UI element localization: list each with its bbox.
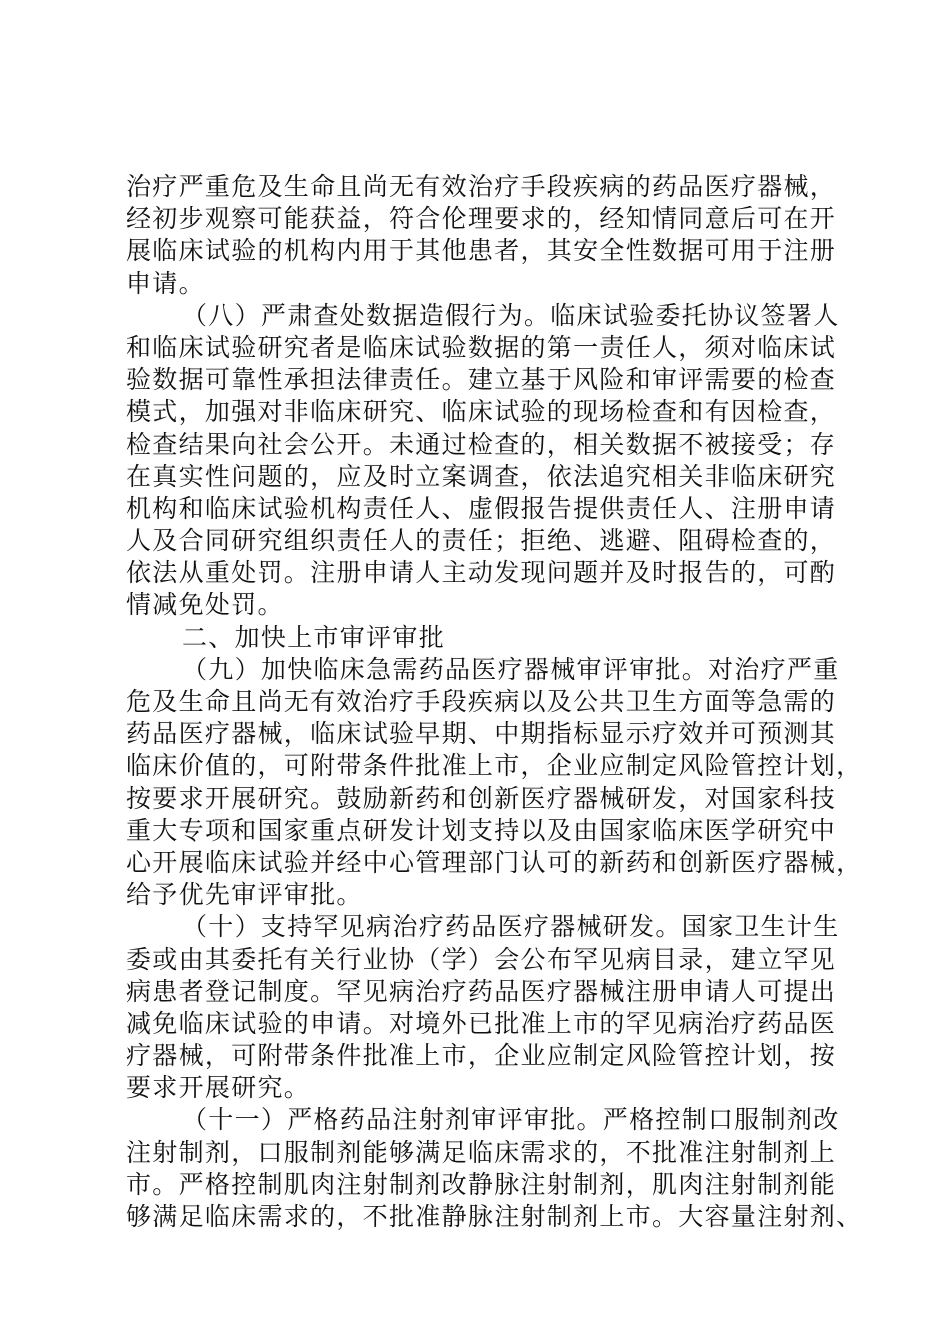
paragraph-10-first-line: （十）支持罕见病治疗药品医疗器械研发。国家卫生计生 [182, 912, 840, 942]
text-line: 治疗严重危及生命且尚无有效治疗手段疾病的药品医疗器械， [126, 172, 837, 201]
text-line: 病患者登记制度。罕见病治疗药品医疗器械注册申请人可提出 [126, 976, 837, 1006]
text-line: 模式，加强对非临床研究、临床试验的现场检查和有因检查， [126, 397, 837, 427]
section-heading: 二、加快上市审评审批 [182, 622, 446, 652]
text-line: 经初步观察可能获益，符合伦理要求的，经知情同意后可在开 [126, 204, 837, 234]
text-line: 展临床试验的机构内用于其他患者，其安全性数据可用于注册 [126, 236, 837, 266]
text-line: 和临床试验研究者是临床试验数据的第一责任人，须对临床试 [126, 332, 837, 362]
text-line: 市。严格控制肌肉注射制剂改静脉注射制剂，肌肉注射制剂能 [126, 1169, 837, 1199]
text-line: 申请。 [126, 268, 205, 298]
text-line: 够满足临床需求的，不批准静脉注射制剂上市。大容量注射剂、 [126, 1202, 863, 1231]
text-line: 临床价值的，可附带条件批准上市，企业应制定风险管控计划， [126, 751, 863, 781]
text-line: 注射制剂，口服制剂能够满足临床需求的，不批准注射制剂上 [126, 1137, 837, 1167]
text-line: 检查结果向社会公开。未通过检查的，相关数据不被接受；存 [126, 429, 837, 459]
text-line: 给予优先审评审批。 [126, 880, 363, 910]
text-line: 验数据可靠性承担法律责任。建立基于风险和审评需要的检查 [126, 365, 837, 395]
text-line: 危及生命且尚无有效治疗手段疾病以及公共卫生方面等急需的 [126, 687, 837, 716]
text-line: 机构和临床试验机构责任人、虚假报告提供责任人、注册申请 [126, 493, 837, 523]
text-line: 减免临床试验的申请。对境外已批准上市的罕见病治疗药品医 [126, 1008, 837, 1038]
text-line: 心开展临床试验并经中心管理部门认可的新药和创新医疗器械， [126, 847, 863, 877]
text-line: 委或由其委托有关行业协（学）会公布罕见病目录，建立罕见 [126, 944, 837, 974]
text-line: 人及合同研究组织责任人的责任；拒绝、逃避、阻碍检查的， [126, 526, 837, 556]
paragraph-8-first-line: （八）严肃查处数据造假行为。临床试验委托协议签署人 [182, 300, 840, 330]
text-line: 在真实性问题的，应及时立案调查，依法追究相关非临床研究 [126, 461, 837, 491]
text-line: 要求开展研究。 [126, 1073, 311, 1103]
text-line: 疗器械，可附带条件批准上市，企业应制定风险管控计划，按 [126, 1041, 837, 1071]
text-line: 药品医疗器械，临床试验早期、中期指标显示疗效并可预测其 [126, 719, 837, 749]
text-line: 依法从重处罚。注册申请人主动发现问题并及时报告的，可酌 [126, 558, 837, 588]
text-line: 情减免处罚。 [126, 590, 284, 620]
paragraph-11-first-line: （十一）严格药品注射剂审评审批。严格控制口服制剂改 [182, 1105, 840, 1135]
text-line: 按要求开展研究。鼓励新药和创新医疗器械研发，对国家科技 [126, 783, 837, 813]
text-line: 重大专项和国家重点研发计划支持以及由国家临床医学研究中 [126, 815, 837, 845]
paragraph-9-first-line: （九）加快临床急需药品医疗器械审评审批。对治疗严重 [182, 654, 840, 684]
document-body [126, 171, 863, 1233]
